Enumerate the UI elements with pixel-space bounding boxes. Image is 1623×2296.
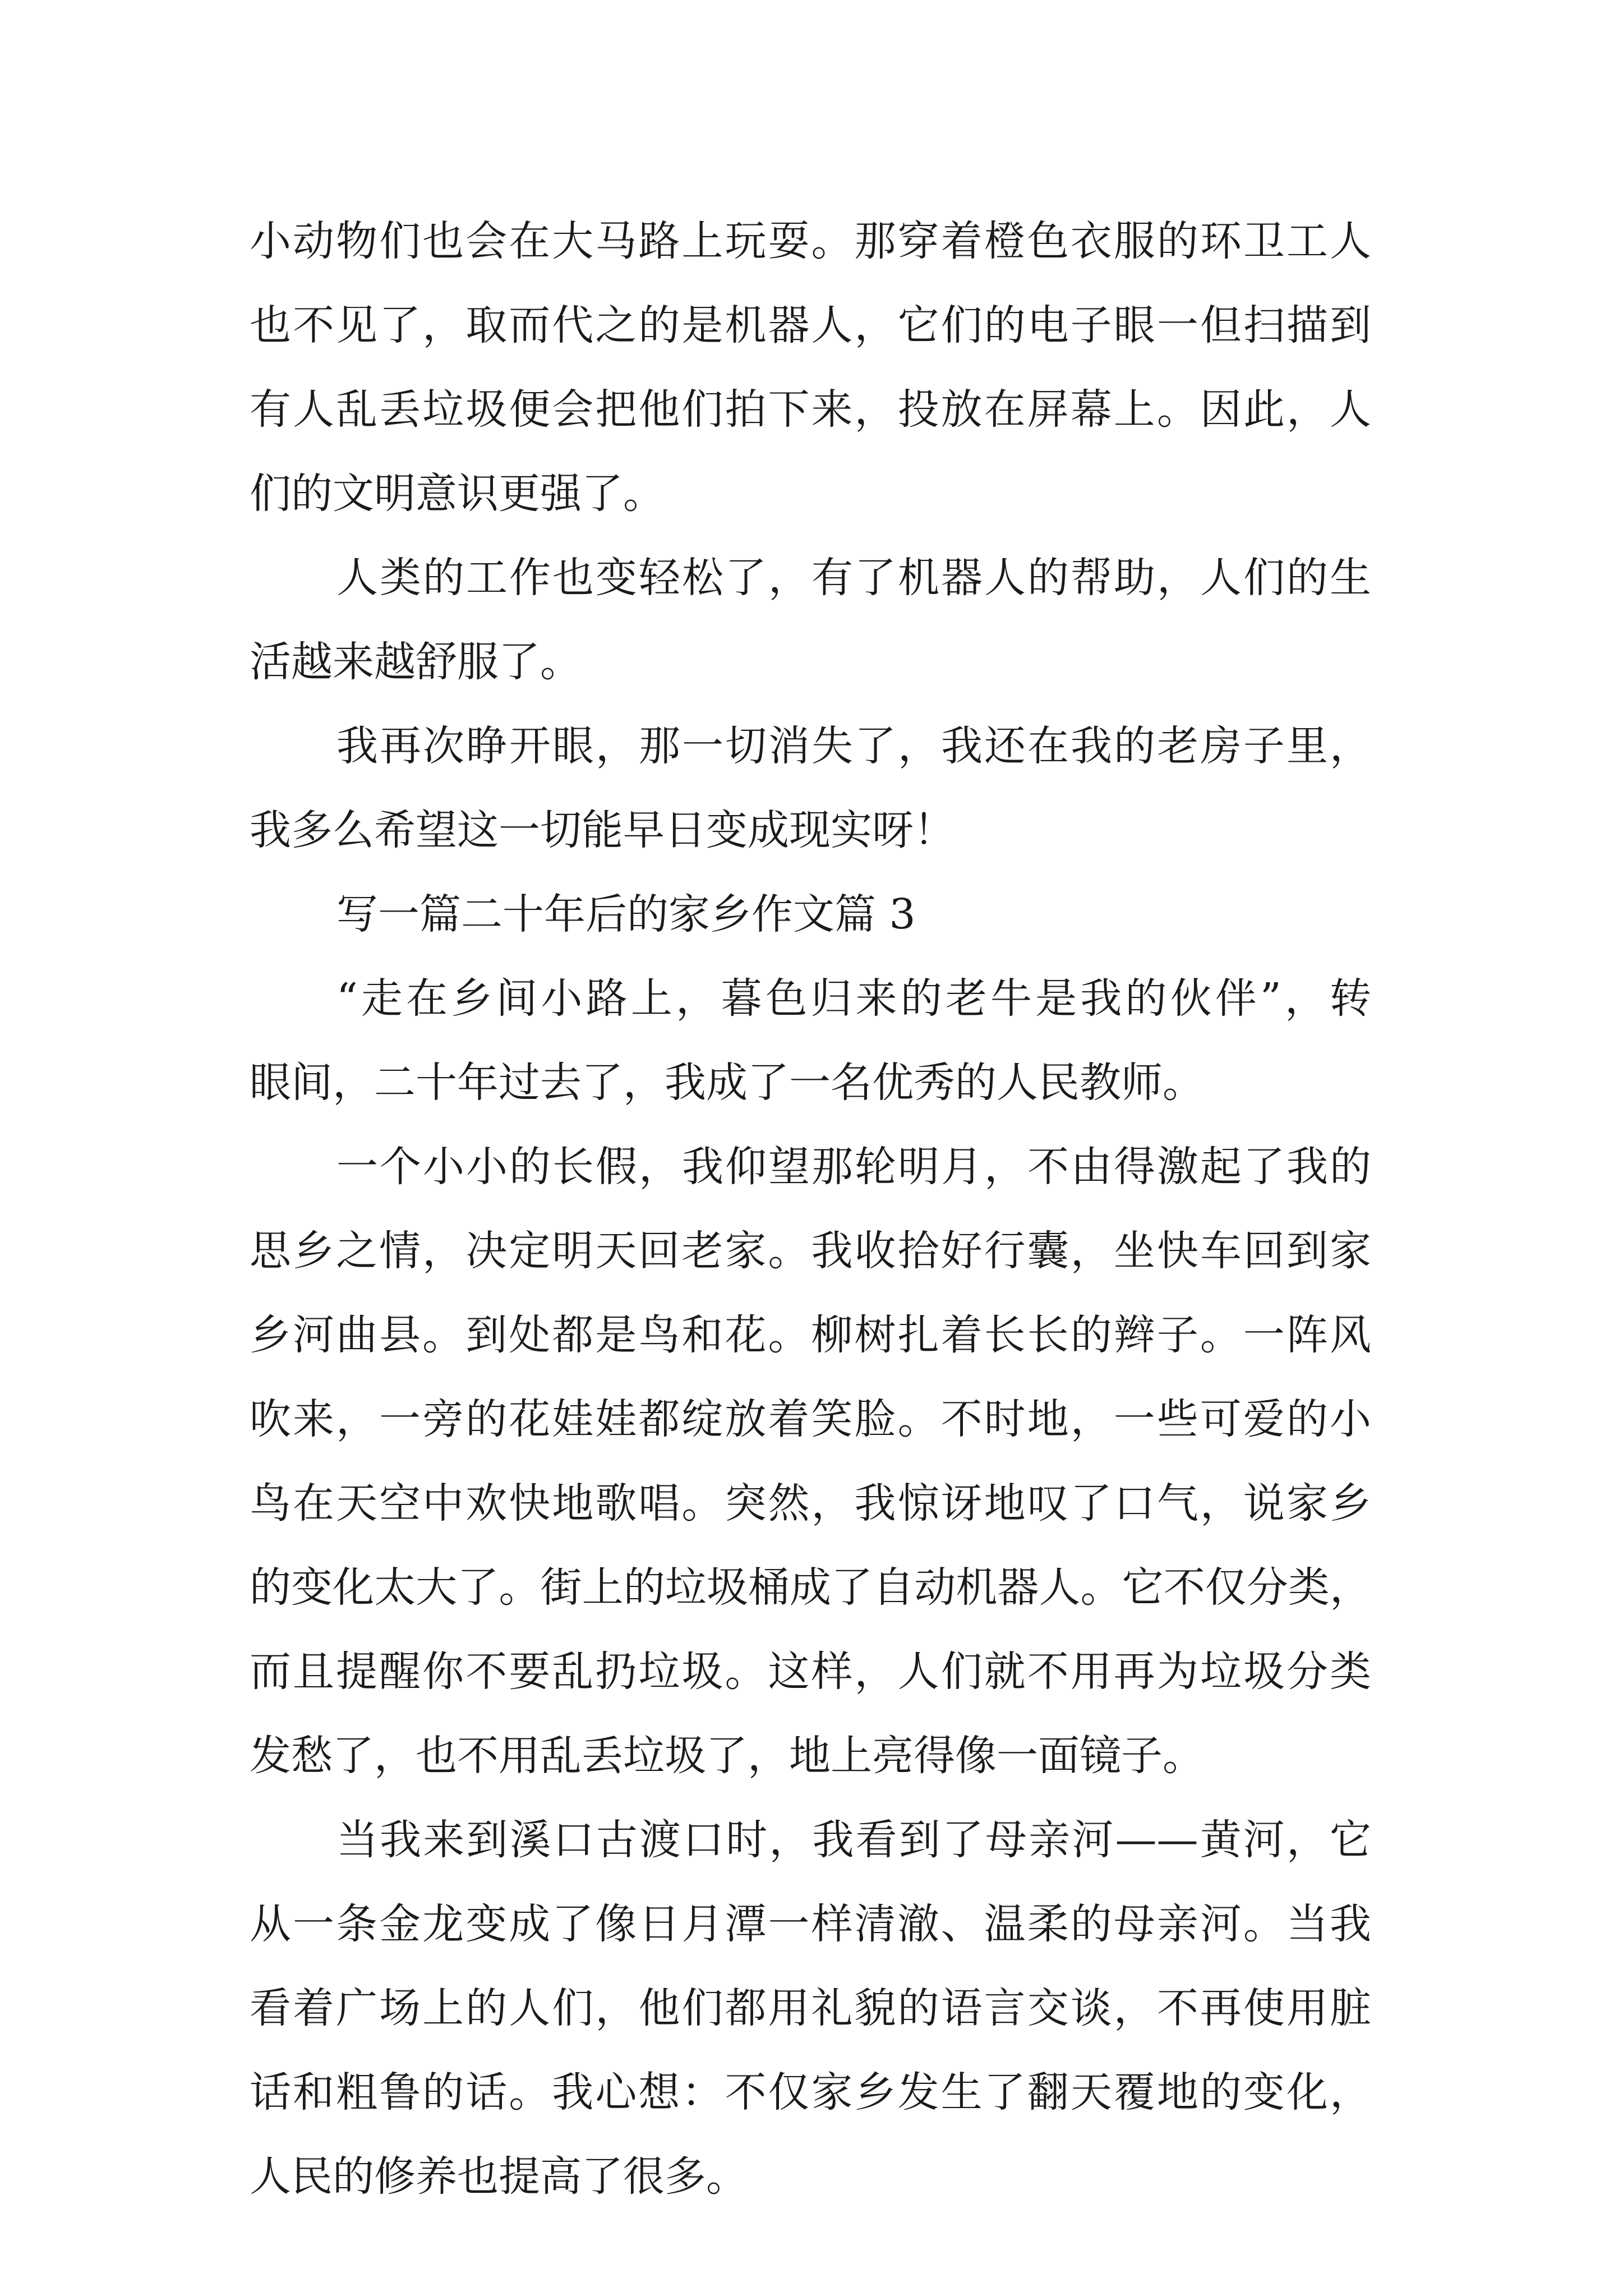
- text-line: 吹来，一旁的花娃娃都绽放着笑脸。不时地，一些可爱的小: [250, 1395, 1371, 1443]
- text-line: 我多么希望这一切能早日变成现实呀！: [250, 806, 955, 854]
- text-line: 乡河曲县。到处都是鸟和花。柳树扎着长长的辫子。一阵风: [250, 1311, 1371, 1359]
- text-line: 从一条金龙变成了像日月潭一样清澈、温柔的母亲河。当我: [250, 1900, 1371, 1948]
- text-line: 小动物们也会在大马路上玩耍。那穿着橙色衣服的环卫工人: [250, 217, 1371, 265]
- text-line: 一个小小的长假，我仰望那轮明月，不由得激起了我的: [336, 1143, 1371, 1191]
- text-line: “走在乡间小路上，暮色归来的老牛是我的伙伴”，转: [336, 974, 1371, 1023]
- text-line: 思乡之情，决定明天回老家。我收拾好行囊，坐快车回到家: [250, 1227, 1371, 1275]
- text-line: 话和粗鲁的话。我心想：不仅家乡发生了翻天覆地的变化，: [250, 2068, 1371, 2116]
- text-line: 而且提醒你不要乱扔垃圾。这样，人们就不用再为垃圾分类: [250, 1648, 1371, 1696]
- text-line: 我再次睁开眼，那一切消失了，我还在我的老房子里，: [336, 722, 1371, 770]
- section-heading: 写一篇二十年后的家乡作文篇 3: [336, 890, 916, 938]
- text-line: 也不见了，取而代之的是机器人，它们的电子眼一但扫描到: [250, 301, 1371, 349]
- text-line: 人类的工作也变轻松了，有了机器人的帮助，人们的生: [336, 554, 1371, 602]
- text-line: 人民的修养也提高了很多。: [250, 2152, 748, 2201]
- text-line: 鸟在天空中欢快地歌唱。突然，我惊讶地叹了口气，说家乡: [250, 1479, 1371, 1527]
- text-line: 活越来越舒服了。: [250, 638, 582, 686]
- text-line: 有人乱丢垃圾便会把他们拍下来，投放在屏幕上。因此，人: [250, 385, 1371, 434]
- text-line: 眼间，二十年过去了，我成了一名优秀的人民教师。: [250, 1059, 1204, 1107]
- text-line: 的变化太大了。街上的垃圾桶成了自动机器人。它不仅分类，: [250, 1563, 1371, 1612]
- text-line: 发愁了，也不用乱丢垃圾了，地上亮得像一面镜子。: [250, 1732, 1204, 1780]
- text-line: 当我来到溪口古渡口时，我看到了母亲河——黄河，它: [336, 1816, 1371, 1864]
- text-line: 看着广场上的人们，他们都用礼貌的语言交谈，不再使用脏: [250, 1984, 1371, 2032]
- text-line: 们的文明意识更强了。: [250, 470, 665, 518]
